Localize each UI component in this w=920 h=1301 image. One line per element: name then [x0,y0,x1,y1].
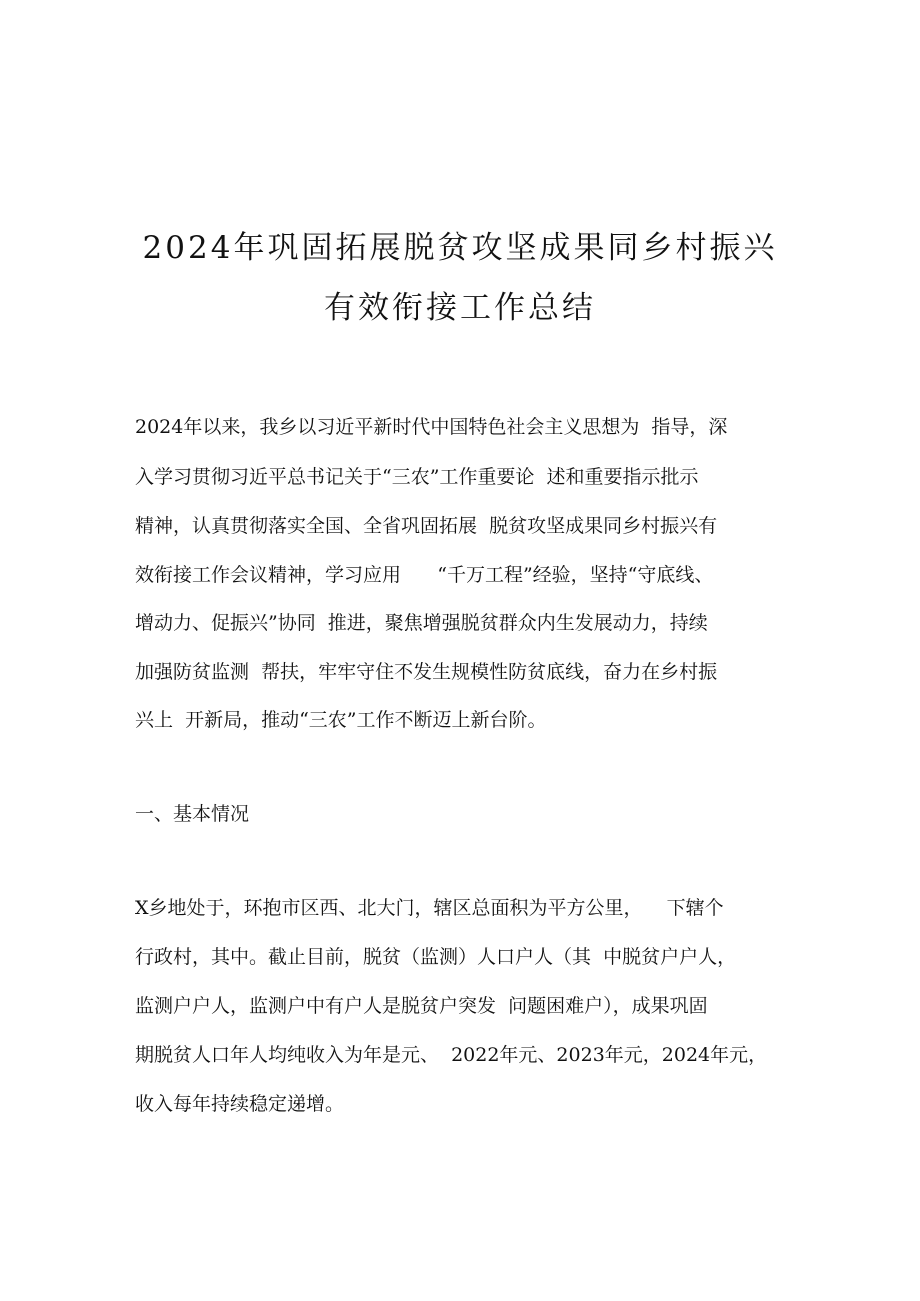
section-paragraph-line: 期脱贫人口年人均纯收入为年是元、 2022年元、2023年元，2024年元， [135,1044,768,1066]
intro-paragraph-line: 精神，认真贯彻落实全国、全省巩固拓展 脱贫攻坚成果同乡村振兴有 [135,515,718,537]
intro-paragraph-line: 增动力、促振兴”协同 推进，聚焦增强脱贫群众内生发展动力，持续 [135,612,708,634]
section-paragraph-line: 行政村，其中。截止目前，脱贫（监测）人口户人（其 中脱贫户户人， [135,946,737,968]
intro-paragraph-line: 加强防贫监测 帮扶，牢牢守住不发生规模性防贫底线，奋力在乡村振 [135,661,718,683]
section-paragraph-line: X乡地处于，环抱市区西、北大门，辖区总面积为平方公里， 下辖个 [135,897,724,919]
intro-paragraph-line: 效衔接工作会议精神，学习应用 “千万工程”经验，坚持“守底线、 [135,564,714,586]
section-paragraph-line: 监测户户人，监测户中有户人是脱贫户突发 问题困难户），成果巩固 [135,995,708,1017]
section-heading: 一、基本情况 [135,803,250,825]
intro-paragraph-line: 兴上 开新局，推动“三农”工作不断迈上新台阶。 [135,709,547,731]
intro-paragraph-line: 入学习贯彻习近平总书记关于“三农”工作重要论 述和重要指示批示 [135,466,699,488]
document-title-line-1: 2024年巩固拓展脱贫攻坚成果同乡村振兴 [142,230,778,266]
document-title-line-2: 有效衔接工作总结 [324,290,596,326]
section-paragraph-line: 收入每年持续稳定递增。 [135,1093,345,1115]
intro-paragraph-line: 2024年以来，我乡以习近平新时代中国特色社会主义思想为 指导，深 [135,416,728,438]
